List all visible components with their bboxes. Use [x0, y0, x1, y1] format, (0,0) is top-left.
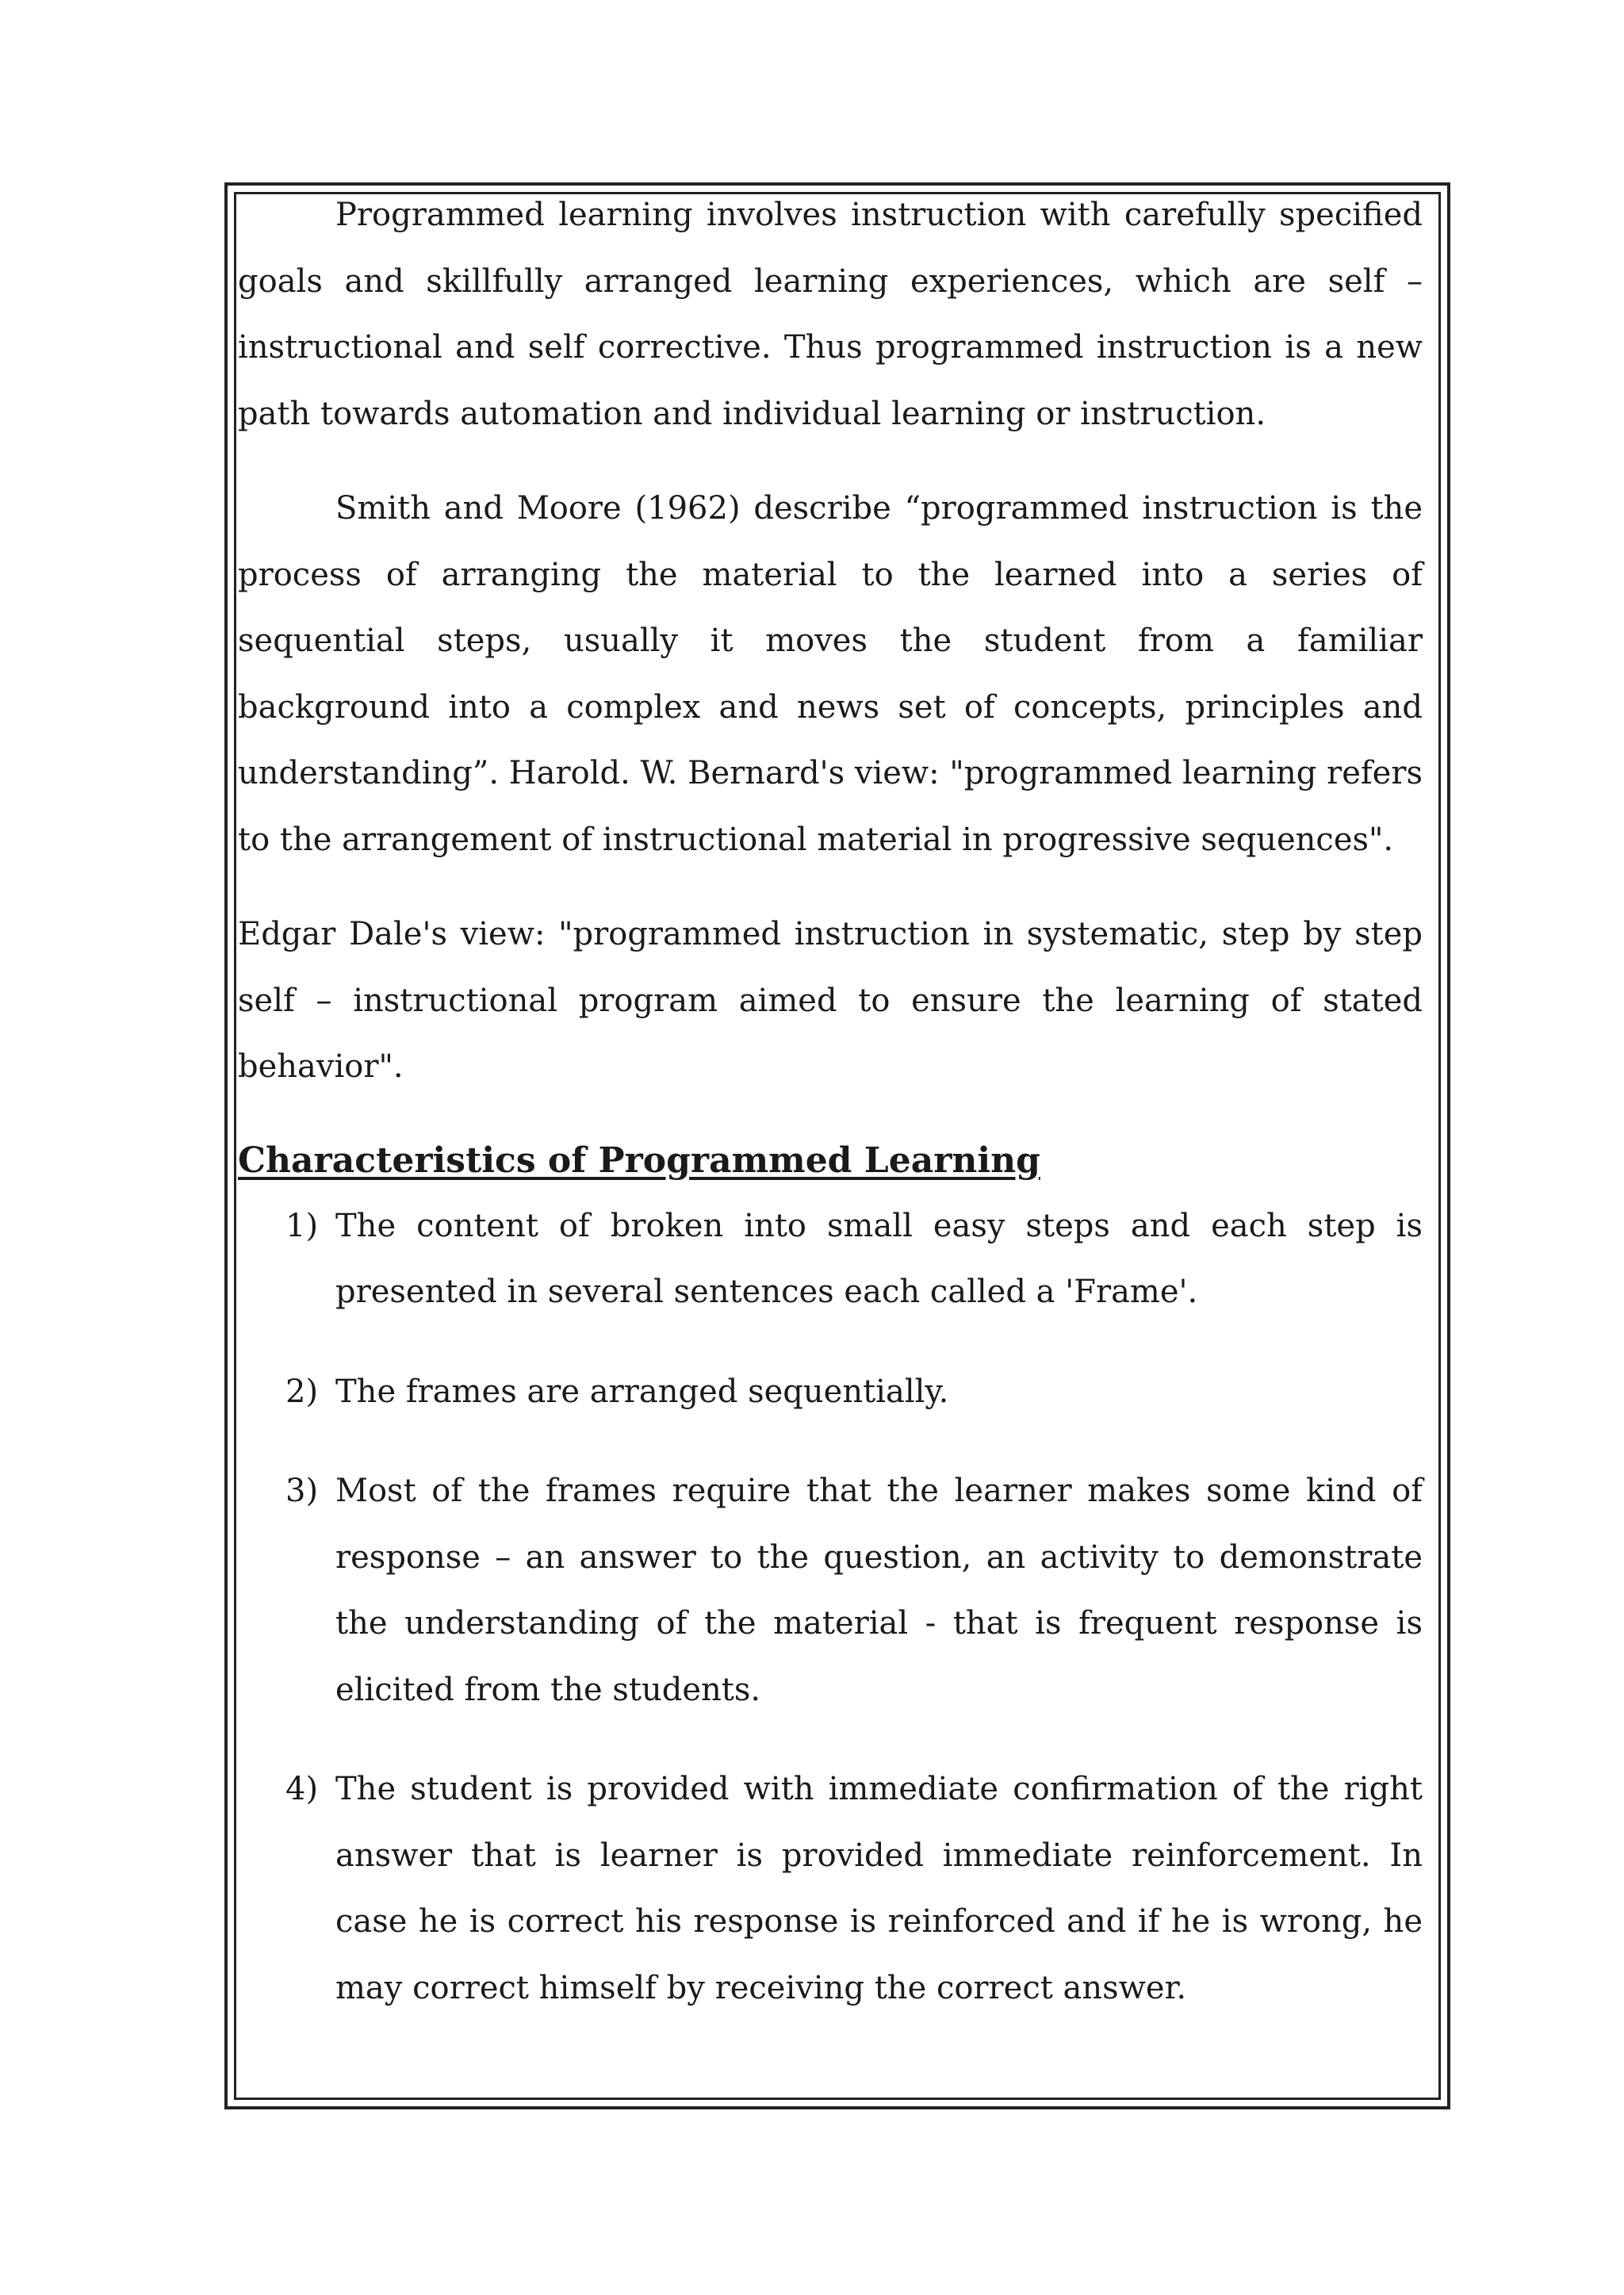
- list-item-text: The frames are arranged sequentially.: [335, 1373, 949, 1410]
- list-item: [238, 1757, 1423, 2021]
- list-item: [238, 1359, 1423, 1426]
- paragraph-smith-moore-quote: Smith and Moore (1962) describe “programmed instruction is the process of arranging the material to the learned into a series of sequential steps, usually it moves the student from a familiar background into a complex and news set of concepts, principles and understanding”. Harold. W. Bernard's view: "programmed learning refers to the arrangement of instructional material in progressive sequences".: [238, 490, 1423, 858]
- list-item-text: The content of broken into small easy steps and each step is presented in several sentences each called a 'Frame'.: [335, 1207, 1423, 1310]
- list-item-number: 2): [285, 1373, 319, 1410]
- list-item: [238, 1458, 1423, 1723]
- list-item-number: 4): [285, 1771, 319, 1807]
- page-content: [238, 182, 1423, 2055]
- paragraph-edgar-dale-view: Edgar Dale's view: "programmed instruction in systematic, step by step self – instructional program aimed to ensure the learning of stated behavior".: [238, 916, 1423, 1085]
- list-item-text: The student is provided with immediate confirmation of the right answer that is learner is provided immediate reinforcement. In case he is correct his response is reinforced and if he is wrong, he may correct himself by receiving the correct answer.: [335, 1771, 1423, 2006]
- section-heading: Characteristics of Programmed Learning: [238, 1140, 1040, 1181]
- paragraph-programmed-learning-definition: Programmed learning involves instruction with carefully specified goals and skillfully arranged learning experiences, which are self – instructional and self corrective. Thus programmed instruction is a new path towards automation and individual learning or instruction.: [238, 197, 1423, 432]
- list-item-number: 1): [285, 1207, 319, 1244]
- characteristics-list: [238, 1193, 1423, 2022]
- list-item-text: Most of the frames require that the learner makes some kind of response – an answer to the question, an activity to demonstrate the understanding of the material - that is frequent response is elicited from the students.: [335, 1473, 1423, 1708]
- list-item: [238, 1193, 1423, 1326]
- list-item-number: 3): [285, 1473, 319, 1509]
